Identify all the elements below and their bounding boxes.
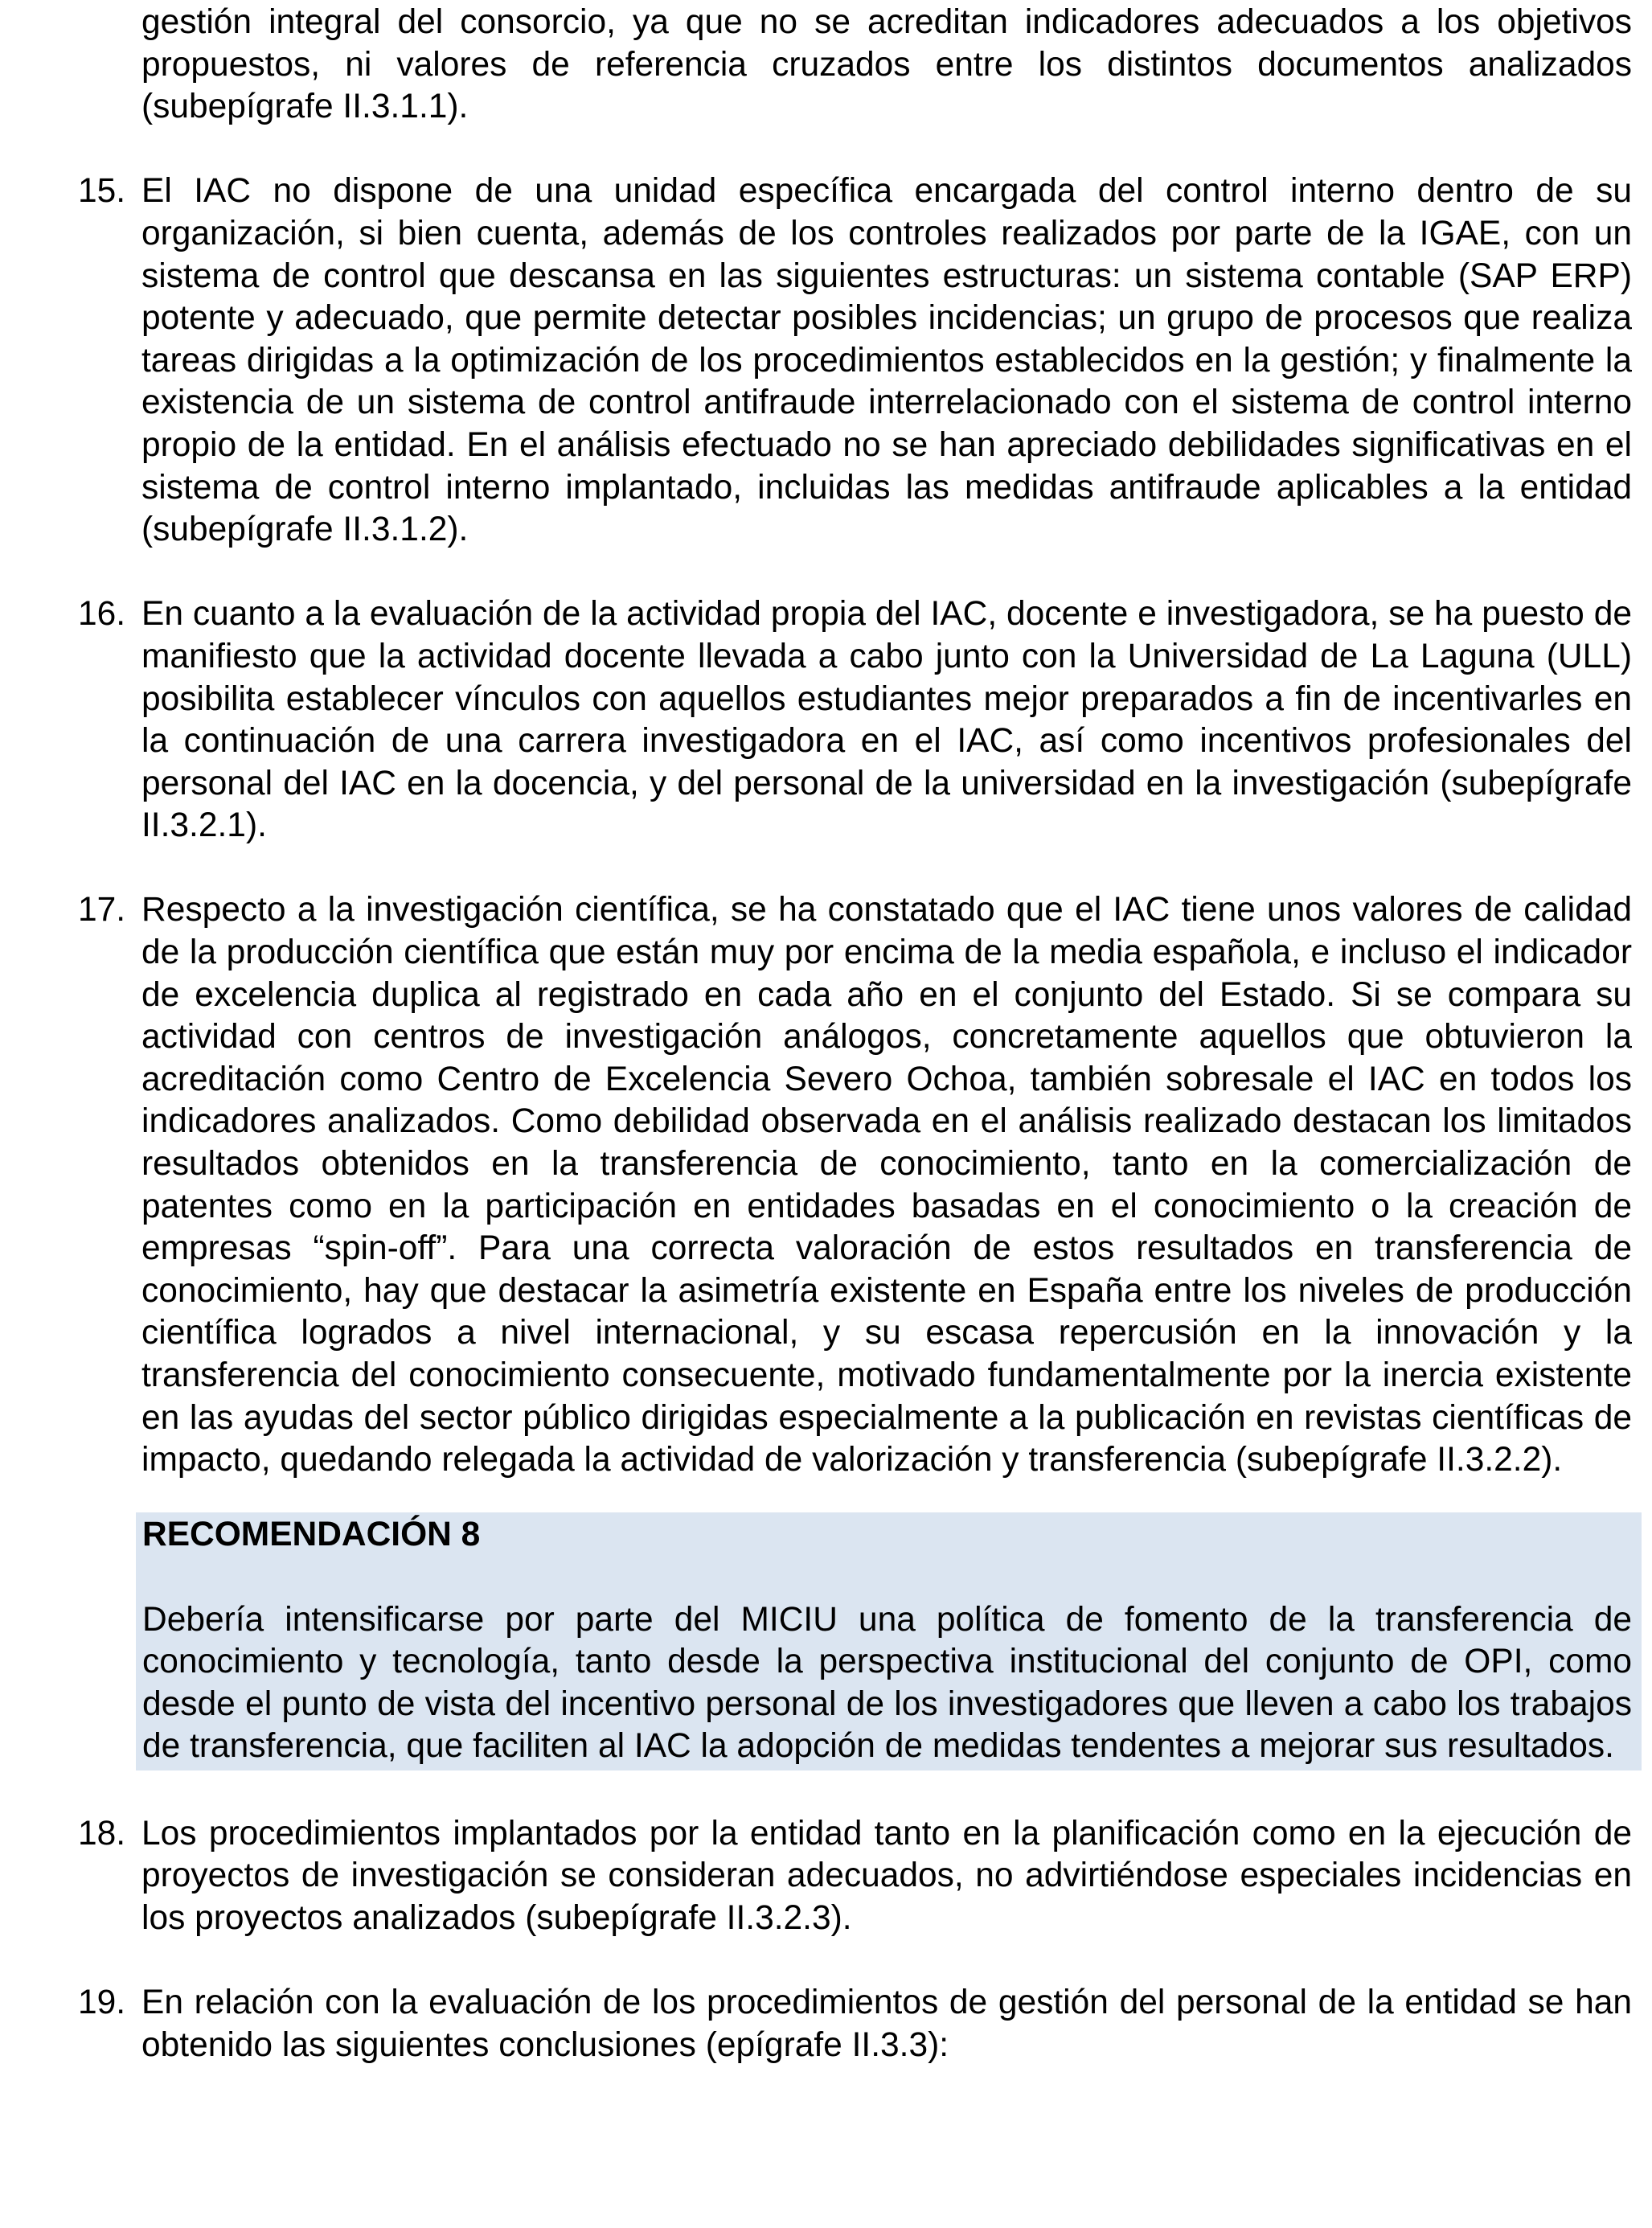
- recommendation-text: Debería intensificarse por parte del MICIU una política de fomento de la transferencia de conocimiento y tecnología, tanto desde la perspectiva institucional del conjunto de OPI, como desde el punto de vista del incentivo personal de los investigadores que lleven a cabo los trabajos de transferencia, que faciliten al IAC la adopción de medidas tendentes a mejorar sus resultados.: [142, 1600, 1632, 1766]
- paragraph-text: En cuanto a la evaluación de la actividad propia del IAC, docente e investigadora, se ha puesto de manifiesto que la actividad docente llevada a cabo junto con la Universidad de La Laguna (ULL) posibilita establecer vínculos con aquellos estudiantes mejor preparados a fin de incentivarles en la continuación de una carrera investigadora en el IAC, así como incentivos profesionales del personal del IAC en la docencia, y del personal de la universidad en la investigación (subepígrafe II.3.2.1).: [141, 595, 1632, 845]
- paragraph-17: [78, 889, 1632, 1481]
- document-page: [0, 2, 1652, 2109]
- paragraph-15: [78, 170, 1632, 551]
- paragraph-number: 16.: [78, 595, 126, 634]
- paragraph-16: [78, 593, 1632, 847]
- paragraph-text: Los procedimientos implantados por la entidad tanto en la planificación como en la ejecución de proyectos de investigación se consideran adecuados, no advirtiéndose especiales incidencias en los proyectos analizados (subepígrafe II.3.2.3).: [141, 1814, 1632, 1937]
- paragraph-text: El IAC no dispone de una unidad específica encargada del control interno dentro de su organización, si bien cuenta, además de los controles realizados por parte de la IGAE, con un sistema de control que descansa en las siguientes estructuras: un sistema contable (SAP ERP) potente y adecuado, que permite detectar posibles incidencias; un grupo de procesos que realiza tareas dirigidas a la optimización de los procedimientos establecidos en la gestión; y finalmente la existencia de un sistema de control antifraude interrelacionado con el sistema de control interno propio de la entidad. En el análisis efectuado no se han apreciado debilidades significativas en el sistema de control interno implantado, incluidas las medidas antifraude aplicables a la entidad (subepígrafe II.3.1.2).: [141, 172, 1632, 549]
- recommendation-title: RECOMENDACIÓN 8: [142, 1516, 481, 1554]
- recommendation-spacer: [142, 1557, 1632, 1599]
- paragraph-19: [78, 1982, 1632, 2066]
- paragraph-text: gestión integral del consorcio, ya que no se acreditan indicadores adecuados a los objetivos propuestos, ni valores de referencia cruzados entre los distintos documentos analizados (subepígrafe II.3.1.1).: [141, 3, 1632, 126]
- paragraph-number: 15.: [78, 172, 126, 211]
- paragraph-18: [78, 1813, 1632, 1940]
- continuation-paragraph: [141, 2, 1632, 129]
- paragraph-number: 17.: [78, 891, 126, 929]
- paragraph-text: Respecto a la investigación científica, se ha constatado que el IAC tiene unos valores de calidad de la producción científica que están muy por encima de la media española, e incluso el indicador de excelencia duplica al registrado en cada año en el conjunto del Estado. Si se compara su actividad con centros de investigación análogos, concretamente aquellos que obtuvieron la acreditación como Centro de Excelencia Severo Ochoa, también sobresale el IAC en todos los indicadores analizados. Como debilidad observada en el análisis realizado destacan los limitados resultados obtenidos en la transferencia de conocimiento, tanto en la comercialización de patentes como en la participación en entidades basadas en el conocimiento o la creación de empresas “spin-off”. Para una correcta valoración de estos resultados en transferencia de conocimiento, hay que destacar la asimetría existente en España entre los niveles de producción científica logrados a nivel internacional, y su escasa repercusión en la innovación y la transferencia del conocimiento consecuente, motivado fundamentalmente por la inercia existente en las ayudas del sector público dirigidas especialmente a la publicación en revistas científicas de impacto, quedando relegada la actividad de valorización y transferencia (subepígrafe II.3.2.2).: [141, 891, 1632, 1479]
- recommendation-box: [136, 1512, 1642, 1771]
- paragraph-number: 19.: [78, 1983, 126, 2021]
- paragraph-text: En relación con la evaluación de los procedimientos de gestión del personal de la entidad se han obtenido las siguientes conclusiones (epígrafe II.3.3):: [141, 1983, 1632, 2064]
- paragraph-number: 18.: [78, 1814, 126, 1853]
